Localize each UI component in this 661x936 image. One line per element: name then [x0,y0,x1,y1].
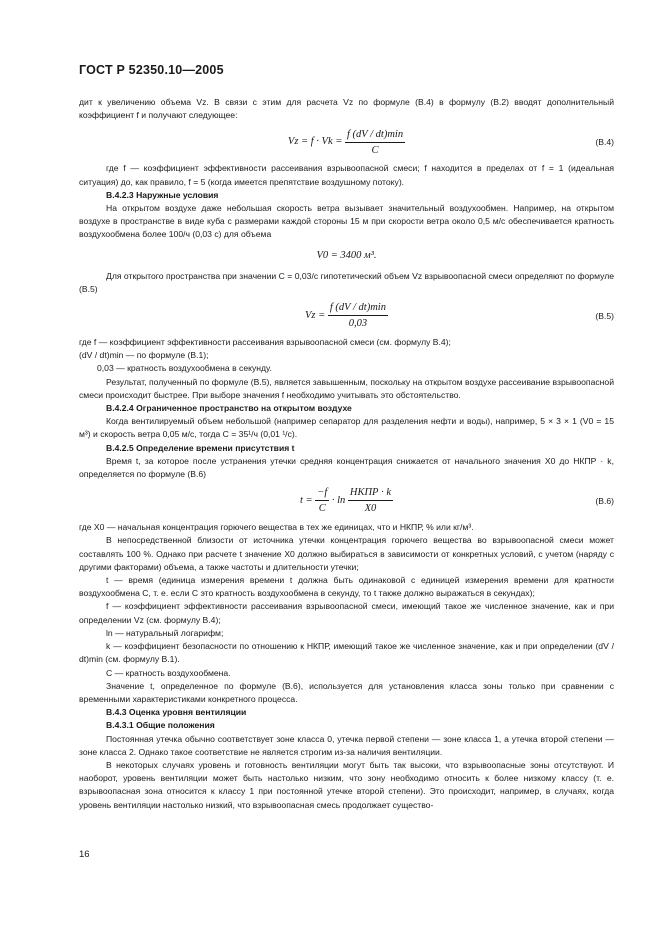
paragraph: 0,03 — кратность воздухообмена в секунду. [97,363,272,374]
paragraph: k — коэффициент безопасности по отношению к НКПР, имеющий такое же численное значение, как и при определении (dV / dt)min (см. формулу В.1). [79,641,614,665]
fraction [348,486,393,515]
formula-b6 [79,485,614,517]
paragraph: Когда вентилируемый объем небольшой (например сепаратор для разделения нефти и воды), например, 5 × 3 × 1 (V0 = 15 м³) и скорость ветра 0,05 м/с, тогда C = 35¹/ч (0,01 ¹/c). [79,416,614,440]
page-body [79,96,614,812]
paragraph: (dV / dt)min — по формуле (В.1); [79,350,209,361]
paragraph: Для открытого пространства при значении C = 0,03/с гипотетический объем Vz взрывоопасной смеси определяют по формуле (В.5) [79,270,614,294]
paragraph: На открытом воздухе даже небольшая скорость ветра вызывает значительный воздухообмен. Например, на открытом воздухе в пространстве в виде куба с размерами каждой стороны 15 м при скорости ветра около 0,5 м/с обеспечивается кратность воздухообмена более 100/ч (0,03 с) для объема [79,203,614,240]
formula-lhs: Vz = [305,310,326,322]
section-heading: В.4.3.1 Общие положения [106,720,215,731]
fraction [315,486,329,515]
formula-operator: · ln [331,495,346,507]
numerator: −f [315,486,329,501]
formula-lhs: Vz = f · Vk = [287,136,343,148]
paragraph: f — коэффициент эффективности рассеивания взрывоопасной смеси, имеющий такое же численное значение, как и при определении Vz (см. формулу В.4); [79,601,614,625]
numerator: f (dV / dt)min [345,128,405,143]
paragraph: Время t, за которое после устранения утечки средняя концентрация снижается от начального значения X0 до НКПР · k, определяется по формуле (В.6) [79,455,614,480]
paragraph: C — кратность воздухообмена. [106,667,231,678]
paragraph: В непосредственной близости от источника утечки концентрация горючего вещества во взрывоопасной смеси может составлять 100 %. Однако при расчете t значение X0 должно выбираться в зависимости от конкретных условий, с учетом (наряду с другими факторами) объема, а также частоты и длительности утечки; [79,535,614,572]
numerator: f (dV / dt)min [328,301,388,316]
fraction [328,301,388,330]
paragraph: В некоторых случаях уровень и готовность вентиляции могут быть так высоки, что взрывоопасные зоны отсутствуют. И наоборот, уровень вентиляции может быть настолько низким, что зону необходимо относить к более низкому классу (т. е. взрывоопасная зона относится к классу 1 при постоянной утечке второй степени). Это происходит, например, в случаях, когда уровень вентиляции настолько низкий, что взрывоопасная смесь продолжает существо- [79,759,614,810]
denominator: C [371,144,379,156]
formula-b4 [79,126,614,158]
paragraph: где X0 — начальная концентрация горючего вещества в тех же единицах, что и НКПР, % или кг/м³. [79,522,474,533]
page-number: 16 [79,849,90,860]
section-heading: В.4.3 Оценка уровня вентиляции [106,707,247,718]
section-heading: В.4.2.4 Ограниченное пространство на открытом воздухе [106,403,352,414]
fraction [345,128,405,157]
document-header: ГОСТ Р 52350.10—2005 [79,63,224,77]
formula-number: (В.5) [595,311,614,322]
numerator: НКПР · k [348,486,393,501]
formula-v0 [79,246,614,266]
section-heading: В.4.2.3 Наружные условия [106,189,219,200]
denominator: 0,03 [348,318,368,330]
paragraph: где f — коэффициент эффективности рассеивания взрывоопасной смеси (см. формулу В.4); [79,337,451,348]
denominator: X0 [364,503,377,515]
paragraph: Результат, полученный по формуле (В.5), является завышенным, поскольку на открытом воздухе рассеивание взрывоопасной смеси происходит быстрее. При выборе значения f необходимо учитывать это обстоятельство. [79,376,614,400]
paragraph: дит к увеличению объема Vz. В связи с этим для расчета Vz по формуле (В.4) в формулу (В.2) вводят дополнительный коэффициент f и получают следующее: [79,97,614,121]
formula-lhs: t = [299,495,313,507]
formula-text: V0 = 3400 м³. [316,249,377,261]
paragraph: где f — коэффициент эффективности рассеивания взрывоопасной смеси; f находится в пределах от f = 1 (идеальная ситуация) до, как правило, f = 5 (когда имеется препятствие воздушному потоку). [79,163,614,187]
paragraph: t — время (единица измерения времени t должна быть одинаковой с единицей измерения времени для кратности воздухообмена C, т. е. если C это кратность воздухообмена в секунду, то t также должно выражаться в секундах); [79,575,614,599]
formula-b5 [79,300,614,332]
formula-number: (В.6) [595,496,614,507]
paragraph: ln — натуральный логарифм; [106,627,224,638]
paragraph: Постоянная утечка обычно соответствует зоне класса 0, утечка первой степени — зоне класса 1, а утечка второй степени — зоне класса 2. Однако такое соответствие не является строгим из-за наличия вентиляции. [79,733,614,757]
paragraph: Значение t, определенное по формуле (В.6), используется для установления класса зоны только при сравнении с временными характеристиками конкретного процесса. [79,680,614,704]
denominator: C [318,503,326,515]
formula-number: (В.4) [595,137,614,148]
section-heading: В.4.2.5 Определение времени присутствия t [106,442,295,453]
